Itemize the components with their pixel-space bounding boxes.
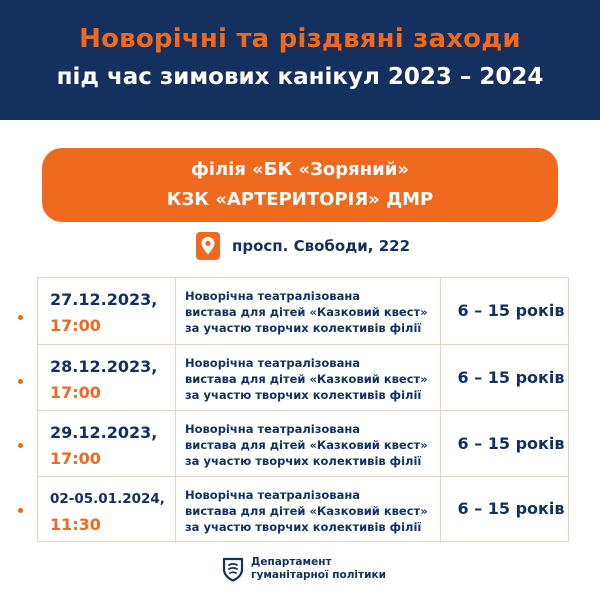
event-description: Новорічна театралізована вистава для дітей «Казковий квест» за участю творчих колективів філії bbox=[185, 356, 428, 402]
map-pin-icon bbox=[196, 232, 220, 260]
event-date: 28.12.2023, bbox=[50, 357, 158, 376]
event-age: 6 – 15 років bbox=[457, 434, 565, 453]
bullet-dot bbox=[18, 315, 23, 320]
bullet-dot bbox=[18, 379, 23, 384]
event-date: 02-05.01.2024, bbox=[50, 491, 165, 507]
event-age: 6 – 15 років bbox=[457, 499, 565, 518]
bullet-dot bbox=[18, 508, 23, 513]
event-description: Новорічна театралізована вистава для дітей «Казковий квест» за участю творчих колективів філії bbox=[185, 289, 428, 335]
event-age: 6 – 15 років bbox=[457, 301, 565, 320]
department-logo-icon bbox=[222, 556, 244, 582]
footer-text: Департамент гуманітарної політики bbox=[251, 556, 386, 581]
table-row bbox=[38, 345, 568, 411]
event-description: Новорічна театралізована вистава для дітей «Казковий квест» за участю творчих колективів філії bbox=[185, 422, 428, 468]
event-age: 6 – 15 років bbox=[457, 368, 565, 387]
page-subtitle: під час зимових канікул 2023 – 2024 bbox=[56, 64, 544, 90]
venue-organization: КЗК «АРТЕРИТОРІЯ» ДМР bbox=[166, 189, 434, 210]
event-time: 17:00 bbox=[50, 316, 101, 335]
header-banner bbox=[0, 0, 600, 120]
event-time: 17:00 bbox=[50, 383, 101, 402]
event-date: 29.12.2023, bbox=[50, 423, 158, 442]
event-description: Новорічна театралізована вистава для дітей «Казковий квест» за участю творчих колективів філії bbox=[185, 488, 428, 534]
table-row bbox=[38, 411, 568, 477]
venue-name: філія «БК «Зоряний» bbox=[190, 159, 410, 180]
bullet-dot bbox=[18, 443, 23, 448]
table-row bbox=[38, 477, 568, 541]
event-time: 11:30 bbox=[50, 515, 101, 534]
page-title: Новорічні та різдвяні заходи bbox=[79, 24, 521, 54]
table-row bbox=[38, 278, 568, 345]
address-text: просп. Свободи, 222 bbox=[232, 237, 411, 255]
events-table bbox=[37, 277, 569, 542]
footer-logo bbox=[222, 556, 386, 582]
address bbox=[196, 232, 410, 260]
venue-banner bbox=[42, 148, 558, 222]
event-date: 27.12.2023, bbox=[50, 290, 158, 309]
event-time: 17:00 bbox=[50, 449, 101, 468]
